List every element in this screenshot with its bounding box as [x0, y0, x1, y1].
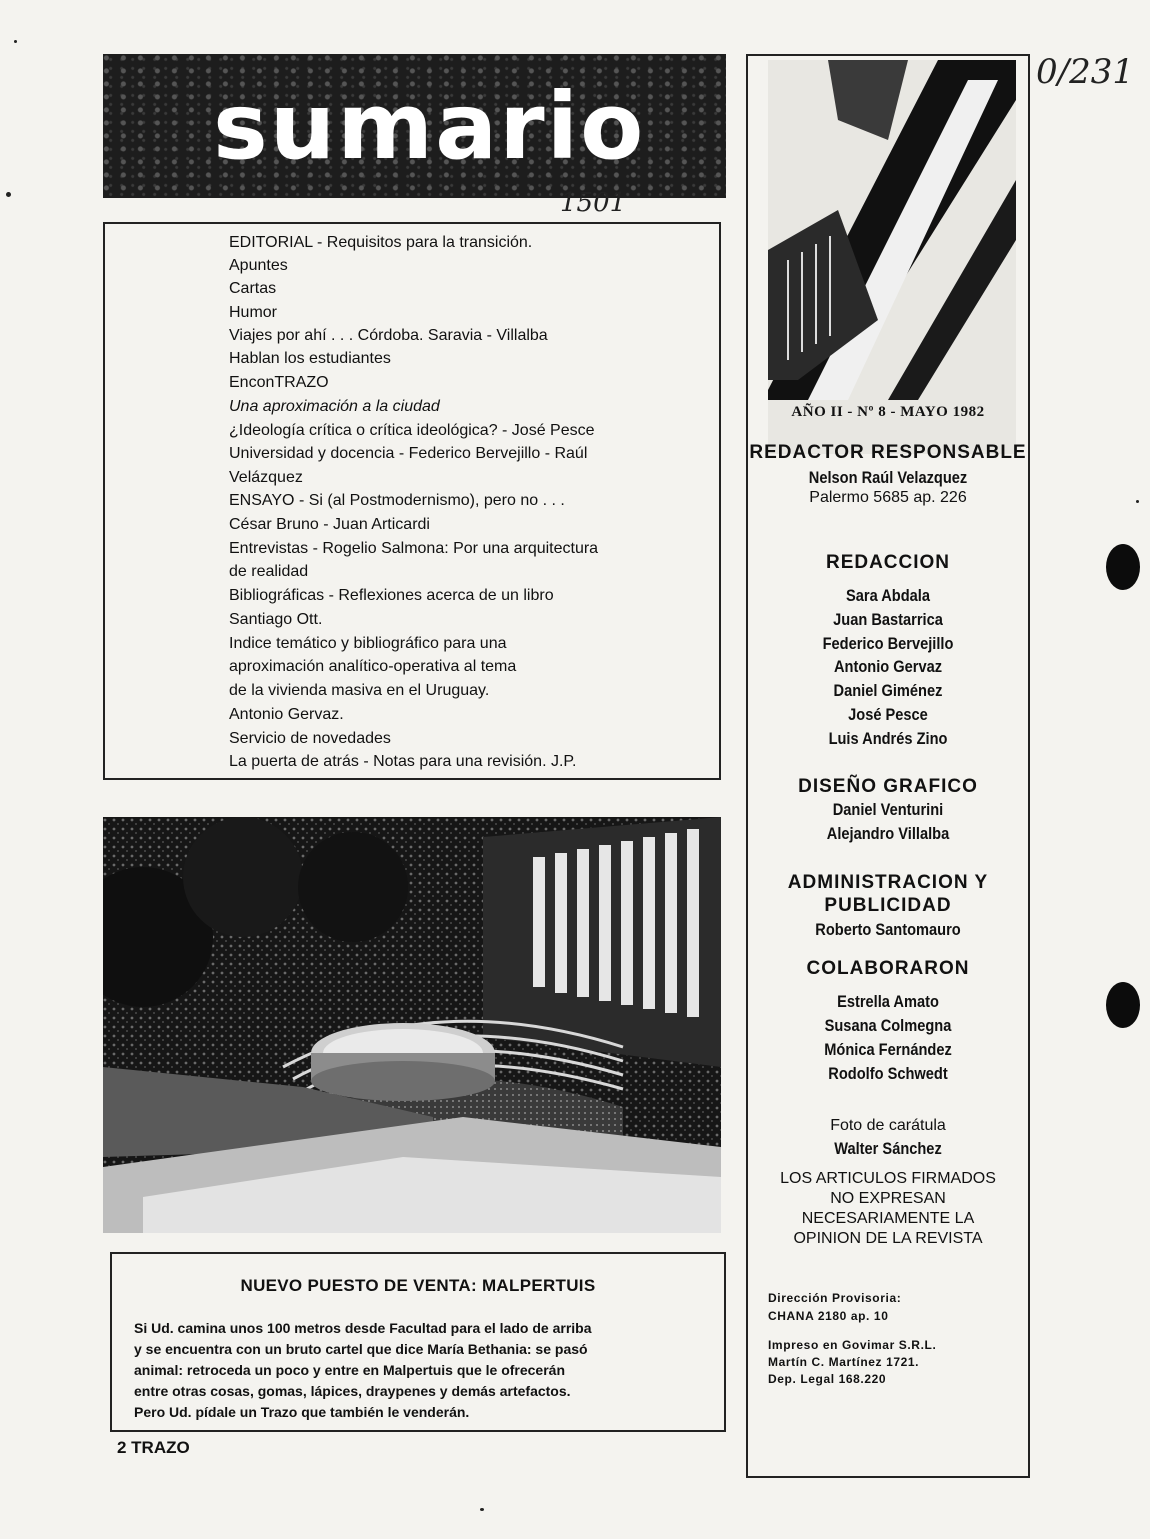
notice-line: Pero Ud. pídale un Trazo que también le venderán.: [134, 1404, 470, 1420]
notice-line: entre otras cosas, gomas, lápices, draypenes y demás artefactos.: [134, 1383, 571, 1399]
cover-drawing: [768, 60, 1016, 454]
cover-illustration: [768, 60, 1016, 454]
margin-note: 0/231: [1036, 52, 1134, 92]
photo-credit-label: Foto de carátula: [830, 1117, 946, 1134]
disclaimer-line: LOS ARTICULOS FIRMADOS: [780, 1170, 996, 1187]
section-heading: PUBLICIDAD: [824, 895, 952, 916]
sumario-banner: [103, 54, 726, 198]
credit-name: Daniel Venturini: [832, 800, 944, 819]
section-heading: COLABORARON: [806, 958, 970, 979]
credit-name: Sara Abdala: [846, 586, 930, 605]
printer-address: Martín C. Martínez 1721.: [768, 1355, 920, 1369]
credit-name: Juan Bastarrica: [833, 610, 943, 629]
credit-name: Susana Colmegna: [824, 1016, 952, 1035]
credit-name: Nelson Raúl Velazquez: [808, 468, 968, 487]
credit-name: Federico Bervejillo: [822, 634, 954, 653]
section-heading: DISEÑO GRAFICO: [798, 776, 978, 797]
section-heading: ADMINISTRACION Y: [787, 872, 989, 893]
disclaimer-line: NECESARIAMENTE LA: [801, 1210, 975, 1227]
credit-name: Antonio Gervaz: [833, 657, 943, 676]
disclaimer-line: OPINION DE LA REVISTA: [793, 1230, 983, 1247]
credit-name: Estrella Amato: [837, 992, 939, 1011]
credits-panel: [746, 54, 1030, 1478]
credit-name: Rodolfo Schwedt: [828, 1064, 948, 1083]
credit-name: Daniel Giménez: [833, 681, 943, 700]
handwritten-mark: 1501: [560, 188, 627, 218]
punch-hole: [1106, 982, 1140, 1028]
notice-line: Si Ud. camina unos 100 metros desde Facultad para el lado de arriba: [134, 1320, 592, 1336]
notice-line: animal: retroceda un poco y entre en Malpertuis que le ofrecerán: [134, 1362, 566, 1378]
section-heading: REDACCION: [825, 552, 951, 573]
photo-credit-name: Walter Sánchez: [834, 1139, 942, 1158]
notice-box: [110, 1252, 726, 1432]
legal-deposit: Dep. Legal 168.220: [768, 1372, 887, 1386]
banner-title: sumario: [213, 73, 646, 180]
notice-title: NUEVO PUESTO DE VENTA: MALPERTUIS: [240, 1276, 596, 1295]
credit-name: Luis Andrés Zino: [828, 729, 948, 748]
notice-line: y se encuentra con un bruto cartel que dice María Bethania: se pasó: [134, 1341, 588, 1357]
punch-hole: [1106, 544, 1140, 590]
page-footer: 2 TRAZO: [117, 1438, 190, 1457]
credit-name: José Pesce: [848, 705, 928, 724]
disclaimer-line: NO EXPRESAN: [830, 1190, 946, 1207]
credit-name: Alejandro Villalba: [826, 824, 950, 843]
amphitheatre-photo: [103, 817, 721, 1233]
photo-illustration: [103, 817, 721, 1233]
address-label: Dirección Provisoria:: [768, 1291, 902, 1305]
table-of-contents: EDITORIAL - Requisitos para la transición. Apuntes Cartas Humor Viajes por ahí . . . Córdoba. Saravia - Villalba Hablan los estudiantes EnconTRAZO Una aproximación a la ciudad ¿Ideología crítica o crítica ideológica? - José Pesce Universidad y docencia - Federico Bervejillo - Raúl Velázquez ENSAYO - Si (al Postmodernismo), pero no . . . César Bruno - Juan Articardi Entrevistas - Rogelio Salmona: Por una arquitectura de realidad Bibliográficas - Reflexiones acerca de un libro Santiago Ott. Indice temático y bibliográfico para una aproximación analítico-operativa al tema de la vivienda masiva en el Uruguay. Antonio Gervaz. Servicio de novedades La puerta de atrás - Notas para una revisión. J.P.: [103, 222, 721, 780]
credit-name: Mónica Fernández: [824, 1040, 952, 1059]
issue-line: AÑO II - Nº 8 - MAYO 1982: [791, 404, 985, 420]
credit-name: Roberto Santomauro: [815, 920, 961, 939]
section-heading: REDACTOR RESPONSABLE: [749, 442, 1027, 463]
address-value: CHANA 2180 ap. 10: [768, 1309, 889, 1323]
notice-body: [134, 1318, 704, 1423]
credit-address: Palermo 5685 ap. 226: [809, 489, 967, 506]
printer-line: Impreso en Govimar S.R.L.: [768, 1338, 937, 1352]
